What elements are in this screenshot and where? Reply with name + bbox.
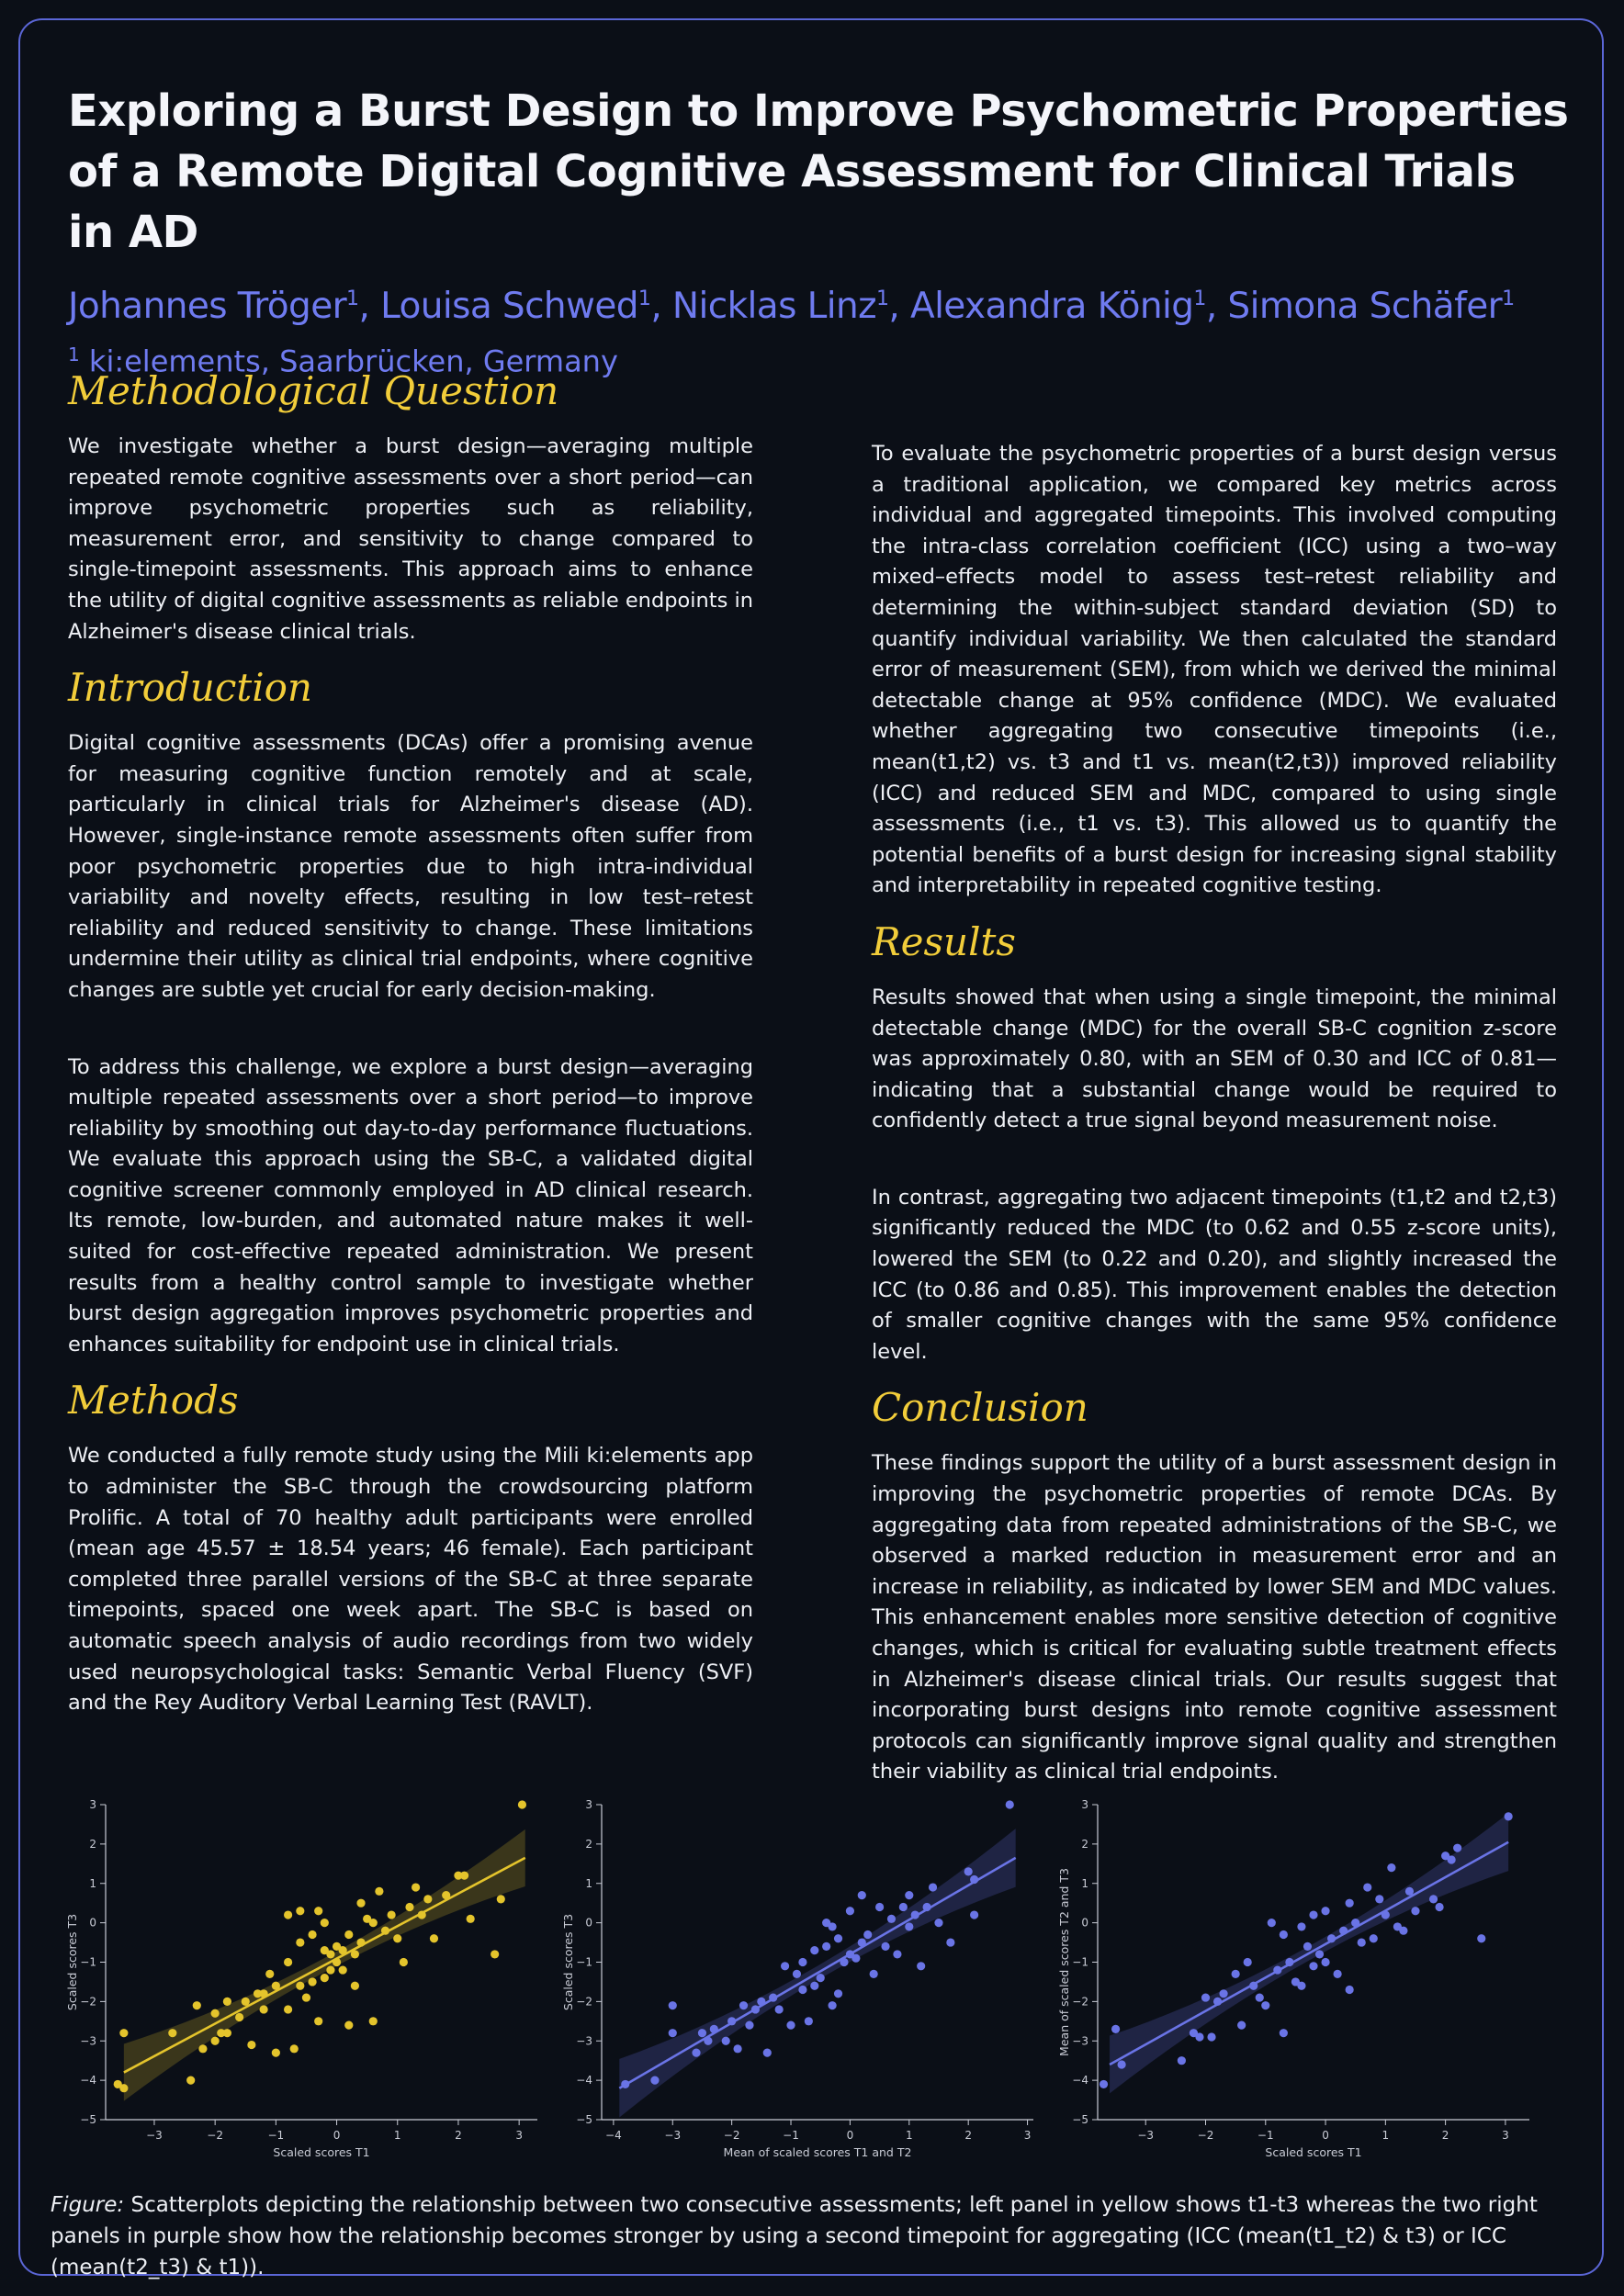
methods-paragraph-2: To evaluate the psychometric properties of a burst design versus a traditional application, we compared key metrics across individual and aggregated timepoints. This involved computing the intra-class correlation coefficient (ICC) using a two–way mixed–effects model to assess test–retest reliability and determining the within-subject standard deviation (SD) to quantify individual variability. We then calculated the standard error of measurement (SEM), from which we derived the minimal detectable change at 95% confidence (MDC). We evaluated whether aggregating two consecutive timepoints (i.e., mean(t1,t2) vs. t3 and t1 vs. mean(t2,t3)) improved reliability (ICC) and reduced SEM and MDC, compared to using single assessments (i.e., t1 vs. t3). This allowed us to quantify the potential benefits of a burst design for increasing signal stability and interpretability in repeated cognitive testing. bbox=[872, 442, 1557, 898]
data-point bbox=[817, 1974, 825, 1982]
data-point bbox=[1435, 1903, 1443, 1911]
data-point bbox=[1297, 1922, 1305, 1930]
data-point bbox=[905, 1922, 913, 1930]
data-point bbox=[875, 1903, 884, 1911]
scatter-panel-mean-t1t2-t3 bbox=[551, 1791, 1047, 2167]
y-axis-label: Mean of scaled scores T2 and T3 bbox=[1057, 1868, 1071, 2056]
data-point bbox=[781, 1962, 789, 1970]
y-tick-label: 2 bbox=[89, 1837, 96, 1851]
data-point bbox=[1334, 1970, 1342, 1978]
data-point bbox=[692, 2049, 700, 2057]
y-tick-label: 3 bbox=[1081, 1798, 1088, 1811]
data-point bbox=[834, 1934, 842, 1942]
data-point bbox=[296, 1938, 304, 1946]
data-point bbox=[247, 2041, 255, 2049]
y-tick-label: −4 bbox=[80, 2074, 96, 2088]
x-tick-label: −2 bbox=[723, 2129, 740, 2142]
y-tick-label: −4 bbox=[1072, 2074, 1088, 2088]
x-tick-label: −2 bbox=[207, 2129, 224, 2142]
data-point bbox=[899, 1903, 908, 1911]
y-tick-label: −5 bbox=[576, 2113, 592, 2126]
data-point bbox=[339, 1965, 347, 1974]
data-point bbox=[1280, 2029, 1288, 2037]
y-axis-label: Scaled scores T3 bbox=[65, 1913, 79, 2011]
data-point bbox=[400, 1958, 408, 1966]
y-axis-label: Scaled scores T3 bbox=[561, 1913, 575, 2011]
x-tick-label: −3 bbox=[1137, 2129, 1155, 2142]
data-point bbox=[290, 2044, 299, 2053]
section-heading-methodological-question: Methodological Question bbox=[68, 368, 559, 413]
data-point bbox=[798, 1986, 806, 1994]
data-point bbox=[211, 2037, 220, 2045]
data-point bbox=[344, 2021, 353, 2030]
y-tick-label: −1 bbox=[80, 1955, 96, 1969]
data-point bbox=[211, 2009, 220, 2018]
data-point bbox=[1207, 2032, 1215, 2041]
y-tick-label: 1 bbox=[585, 1876, 592, 1890]
data-point bbox=[356, 1899, 365, 1908]
data-point bbox=[887, 1915, 896, 1923]
data-point bbox=[1453, 1844, 1461, 1852]
data-point bbox=[1448, 1855, 1456, 1863]
data-point bbox=[296, 1907, 304, 1915]
data-point bbox=[412, 1883, 420, 1891]
data-point bbox=[430, 1934, 438, 1942]
data-point bbox=[934, 1919, 942, 1927]
data-point bbox=[1111, 2025, 1120, 2033]
data-point bbox=[369, 2017, 378, 2025]
introduction-paragraph-1: Digital cognitive assessments (DCAs) offer a promising avenue for measuring cognitive function remotely and at scale, particularly in clinical trials for Alzheimer's disease (AD). However, single-instance remote assessments often suffer from poor psychometric properties due to high intra-individual variability and novelty effects, resulting in low test–retest reliability and reduced sensitivity to change. These limitations undermine their utility as clinical trial endpoints, where cognitive changes are subtle yet crucial for early decision-making. bbox=[68, 731, 753, 1002]
y-tick-label: −4 bbox=[576, 2074, 592, 2088]
data-point bbox=[810, 1946, 818, 1954]
author: Louisa Schwed$^1$ bbox=[380, 286, 651, 327]
poster-title: Exploring a Burst Design to Improve Psychometric Properties of a Remote Digital Cognitive Assessment for Clinical Trials in AD bbox=[68, 85, 1569, 258]
data-point bbox=[858, 1891, 866, 1899]
x-tick-label: −2 bbox=[1197, 2129, 1214, 2142]
data-point bbox=[1118, 2060, 1126, 2068]
data-point bbox=[1315, 1950, 1324, 1958]
data-point bbox=[369, 1919, 378, 1927]
right-column bbox=[872, 439, 1557, 1788]
data-point bbox=[119, 2084, 128, 2092]
y-tick-label: −2 bbox=[1072, 1995, 1088, 2009]
data-point bbox=[1321, 1907, 1329, 1915]
data-point bbox=[1006, 1800, 1014, 1808]
data-point bbox=[235, 2013, 243, 2021]
data-point bbox=[1309, 1910, 1317, 1919]
data-point bbox=[1232, 1970, 1240, 1978]
x-tick-label: 2 bbox=[1441, 2129, 1449, 2142]
caption-label: Figure: bbox=[51, 2193, 125, 2217]
data-point bbox=[284, 1910, 292, 1919]
data-point bbox=[1370, 1934, 1378, 1942]
data-point bbox=[669, 2001, 677, 2009]
section-heading-results: Results bbox=[872, 918, 1016, 964]
data-point bbox=[828, 1922, 836, 1930]
data-point bbox=[822, 1942, 830, 1951]
data-point bbox=[1346, 1899, 1354, 1908]
data-point bbox=[917, 1962, 925, 1970]
data-point bbox=[745, 2021, 753, 2030]
data-point bbox=[314, 1907, 322, 1915]
data-point bbox=[929, 1883, 937, 1891]
x-tick-label: −3 bbox=[664, 2129, 682, 2142]
data-point bbox=[186, 2077, 195, 2085]
data-point bbox=[763, 2049, 772, 2057]
x-tick-label: 3 bbox=[515, 2129, 523, 2142]
data-point bbox=[846, 1907, 854, 1915]
data-point bbox=[119, 2029, 128, 2037]
data-point bbox=[260, 2005, 268, 2013]
y-tick-label: −5 bbox=[80, 2113, 96, 2126]
data-point bbox=[970, 1910, 978, 1919]
author: Nicklas Linz$^1$ bbox=[671, 286, 889, 327]
x-tick-label: 1 bbox=[393, 2129, 401, 2142]
data-point bbox=[893, 1950, 901, 1958]
data-point bbox=[669, 2029, 677, 2037]
data-point bbox=[1237, 2021, 1246, 2030]
data-point bbox=[1505, 1812, 1513, 1820]
y-tick-label: −2 bbox=[576, 1995, 592, 2009]
data-point bbox=[344, 1930, 353, 1939]
data-point bbox=[1399, 1927, 1407, 1935]
affiliation: $^1$ ki:elements, Saarbrücken, Germany bbox=[68, 343, 618, 379]
section-heading-introduction: Introduction bbox=[68, 665, 312, 711]
data-point bbox=[326, 1965, 334, 1974]
y-tick-label: 3 bbox=[585, 1798, 592, 1811]
data-point bbox=[302, 1993, 310, 2001]
y-tick-label: 2 bbox=[1081, 1837, 1088, 1851]
x-tick-label: 3 bbox=[1502, 2129, 1509, 2142]
y-tick-label: 1 bbox=[89, 1876, 96, 1890]
y-tick-label: 0 bbox=[585, 1916, 592, 1930]
scatter-panel-t1-t3 bbox=[55, 1791, 551, 2167]
y-tick-label: −1 bbox=[1072, 1955, 1088, 1969]
y-tick-label: −2 bbox=[80, 1995, 96, 2009]
data-point bbox=[1201, 1993, 1210, 2001]
data-point bbox=[284, 1958, 292, 1966]
data-point bbox=[870, 1970, 878, 1978]
data-point bbox=[1387, 1863, 1395, 1872]
x-tick-label: −1 bbox=[783, 2129, 799, 2142]
data-point bbox=[1363, 1883, 1371, 1891]
data-point bbox=[1219, 1989, 1227, 1998]
data-point bbox=[964, 1867, 973, 1875]
data-point bbox=[793, 1970, 801, 1978]
data-point bbox=[798, 1958, 806, 1966]
data-point bbox=[308, 1930, 316, 1939]
data-point bbox=[1321, 1958, 1329, 1966]
data-point bbox=[326, 1950, 334, 1958]
data-point bbox=[1405, 1887, 1414, 1896]
figure-panels bbox=[55, 1791, 1571, 2167]
data-point bbox=[881, 1942, 889, 1951]
author: Simona Schäfer$^1$ bbox=[1227, 286, 1515, 327]
introduction-paragraph-2: To address this challenge, we explore a burst design—averaging multiple repeated assessments over a short period—to improve reliability by smoothing out day-to-day performance fluctuations. We evaluate this approach using the SB-C, a validated digital cognitive screener commonly employed in AD clinical research. Its remote, low-burden, and automated nature makes it well-suited for cost-effective repeated administration. We present results from a healthy control sample to investigate whether burst design aggregation improves psychometric properties and enhances suitability for endpoint use in clinical trials. bbox=[68, 1054, 753, 1356]
methodological-question-text: We investigate whether a burst design—averaging multiple repeated remote cognitive assessments over a short period—can improve psychometric properties such as reliability, measurement error, and sensitivity to change compared to single-timepoint assessments. This approach aims to enhance the utility of digital cognitive assessments as reliable endpoints in Alzheimer's disease clinical trials. bbox=[68, 434, 753, 644]
data-point bbox=[905, 1891, 913, 1899]
y-tick-label: −5 bbox=[1072, 2113, 1088, 2126]
data-point bbox=[198, 2044, 207, 2053]
data-point bbox=[223, 1998, 231, 2006]
section-heading-conclusion: Conclusion bbox=[872, 1385, 1088, 1431]
y-tick-label: 0 bbox=[89, 1916, 96, 1930]
x-tick-label: 1 bbox=[905, 2129, 913, 2142]
data-point bbox=[1178, 2056, 1186, 2065]
data-point bbox=[314, 2017, 322, 2025]
data-point bbox=[1261, 2001, 1269, 2009]
scatterplot bbox=[55, 1791, 551, 2167]
data-point bbox=[272, 2049, 280, 2057]
data-point bbox=[1477, 1934, 1485, 1942]
x-tick-label: 0 bbox=[846, 2129, 854, 2142]
x-tick-label: −4 bbox=[605, 2129, 622, 2142]
data-point bbox=[405, 1903, 413, 1911]
data-point bbox=[1268, 1919, 1276, 1927]
section-heading-methods: Methods bbox=[68, 1378, 239, 1424]
data-point bbox=[834, 1989, 842, 1998]
data-point bbox=[467, 1915, 475, 1923]
y-tick-label: −1 bbox=[576, 1955, 592, 1969]
results-paragraph-2: In contrast, aggregating two adjacent timepoints (t1,t2 and t2,t3) significantly reduced the MDC (to 0.62 and 0.55 z-score units), lowered the SEM (to 0.22 and 0.20), and slightly increased the ICC (to 0.86 and 0.85). This improvement enables the detection of smaller cognitive changes with the same 95% confidence level. bbox=[872, 1185, 1557, 1364]
data-point bbox=[851, 1954, 860, 1963]
data-point bbox=[1309, 1962, 1317, 1970]
x-axis-label: Mean of scaled scores T1 and T2 bbox=[723, 2145, 912, 2159]
data-point bbox=[739, 2001, 748, 2009]
y-tick-label: 3 bbox=[89, 1798, 96, 1811]
data-point bbox=[393, 1934, 401, 1942]
poster-header bbox=[68, 81, 1574, 382]
x-tick-label: 2 bbox=[455, 2129, 462, 2142]
data-point bbox=[1256, 1993, 1264, 2001]
scatterplot bbox=[551, 1791, 1047, 2167]
data-point bbox=[497, 1895, 505, 1903]
data-point bbox=[698, 2029, 706, 2037]
data-point bbox=[375, 1887, 383, 1896]
scatterplot bbox=[1047, 1791, 1543, 2167]
data-point bbox=[1346, 1986, 1354, 1994]
data-point bbox=[733, 2044, 741, 2053]
data-point bbox=[321, 1919, 329, 1927]
x-tick-label: −1 bbox=[267, 2129, 285, 2142]
data-point bbox=[1280, 1930, 1288, 1939]
data-point bbox=[1297, 1982, 1305, 1990]
scatter-panel-t1-mean-t2t3 bbox=[1047, 1791, 1543, 2167]
x-axis-label: Scaled scores T1 bbox=[1265, 2145, 1362, 2159]
regression-line bbox=[619, 1858, 1015, 2088]
data-point bbox=[863, 1930, 872, 1939]
x-tick-label: 3 bbox=[1023, 2129, 1032, 2142]
data-point bbox=[775, 2005, 784, 2013]
author-list: Johannes Tröger$^1$, Louisa Schwed$^1$, Nicklas Linz$^1$, Alexandra König$^1$, Simona Schäfer$^1$ bbox=[68, 286, 1515, 327]
regression-line bbox=[124, 1858, 525, 2073]
y-tick-label: −3 bbox=[80, 2034, 96, 2048]
x-tick-label: 2 bbox=[964, 2129, 972, 2142]
x-tick-label: 0 bbox=[333, 2129, 341, 2142]
x-axis-label: Scaled scores T1 bbox=[273, 2145, 370, 2159]
y-tick-label: 1 bbox=[1081, 1876, 1088, 1890]
x-tick-label: 1 bbox=[1382, 2129, 1390, 2142]
figure-caption bbox=[51, 2189, 1575, 2283]
author: Johannes Tröger$^1$ bbox=[68, 286, 359, 327]
data-point bbox=[1100, 2080, 1108, 2088]
data-point bbox=[805, 2017, 813, 2025]
data-point bbox=[491, 1950, 499, 1958]
x-tick-label: −1 bbox=[1257, 2129, 1274, 2142]
x-tick-label: 0 bbox=[1322, 2129, 1329, 2142]
data-point bbox=[786, 2021, 795, 2030]
data-point bbox=[351, 1982, 359, 1990]
data-point bbox=[650, 2077, 659, 2085]
data-point bbox=[1375, 1895, 1383, 1903]
results-paragraph-1: Results showed that when using a single timepoint, the minimal detectable change (MDC) for the overall SB-C cognition z-score was approximately 0.80, with an SEM of 0.30 and ICC of 0.81—indicating that a substantial change would be required to confidently detect a true signal beyond measurement noise. bbox=[872, 985, 1557, 1133]
data-point bbox=[284, 2005, 292, 2013]
data-point bbox=[1411, 1907, 1419, 1915]
conclusion-text: These findings support the utility of a burst assessment design in improving the psychometric properties of remote DCAs. By aggregating data from repeated administrations of the SB-C, we observed a marked reduction in measurement error and an increase in reliability, as indicated by lower SEM and MDC values. This enhancement enables more sensitive detection of cognitive changes, which is critical for evaluating subtle treatment effects in Alzheimer's disease clinical trials. Our results suggest that incorporating burst designs into remote cognitive assessment protocols can significantly improve signal quality and strengthen their viability as clinical trial endpoints. bbox=[872, 1451, 1557, 1784]
y-tick-label: 2 bbox=[585, 1837, 592, 1851]
data-point bbox=[308, 1977, 316, 1986]
methods-paragraph-1: We conducted a fully remote study using the Mili ki:elements app to administer the SB-C through the crowdsourcing platform Prolific. A total of 70 healthy adult participants were enrolled (mean age 45.57 ± 18.54 years; 46 female). Each participant completed three parallel versions of the SB-C at three separate timepoints, spaced one week apart. The SB-C is based on automatic speech analysis of audio recordings from two widely used neuropsychological tasks: Semantic Verbal Fluency (SVF) and the Rey Auditory Verbal Learning Test (RAVLT). bbox=[68, 1444, 753, 1716]
data-point bbox=[193, 2001, 201, 2009]
data-point bbox=[388, 1910, 396, 1919]
data-point bbox=[1303, 1942, 1312, 1951]
data-point bbox=[722, 2037, 730, 2045]
data-point bbox=[265, 1970, 274, 1978]
data-point bbox=[518, 1800, 526, 1808]
x-tick-label: −3 bbox=[146, 2129, 163, 2142]
caption-text: Scatterplots depicting the relationship between two consecutive assessments; left panel in yellow shows t1-t3 whereas the two right panels in purple show how the relationship becomes stronger by using a second timepoint for aggregating (ICC (mean(t1_t2) & t3) or ICC (mean(t2_t3) & t1)). bbox=[51, 2193, 1538, 2279]
regression-line bbox=[1110, 1842, 1508, 2065]
data-point bbox=[828, 2001, 836, 2009]
data-point bbox=[1195, 2032, 1203, 2041]
data-point bbox=[423, 1895, 432, 1903]
data-point bbox=[296, 1982, 304, 1990]
y-tick-label: 0 bbox=[1081, 1916, 1088, 1930]
y-tick-label: −3 bbox=[1072, 2034, 1088, 2048]
data-point bbox=[321, 1974, 329, 1982]
data-point bbox=[810, 1982, 818, 1990]
data-point bbox=[1358, 1938, 1366, 1946]
left-column bbox=[68, 367, 753, 1719]
data-point bbox=[946, 1938, 954, 1946]
y-tick-label: −3 bbox=[576, 2034, 592, 2048]
data-point bbox=[1244, 1958, 1252, 1966]
data-point bbox=[460, 1872, 468, 1880]
data-point bbox=[223, 2029, 231, 2037]
data-point bbox=[168, 2029, 176, 2037]
data-point bbox=[1429, 1895, 1438, 1903]
author: Alexandra König$^1$ bbox=[909, 286, 1206, 327]
